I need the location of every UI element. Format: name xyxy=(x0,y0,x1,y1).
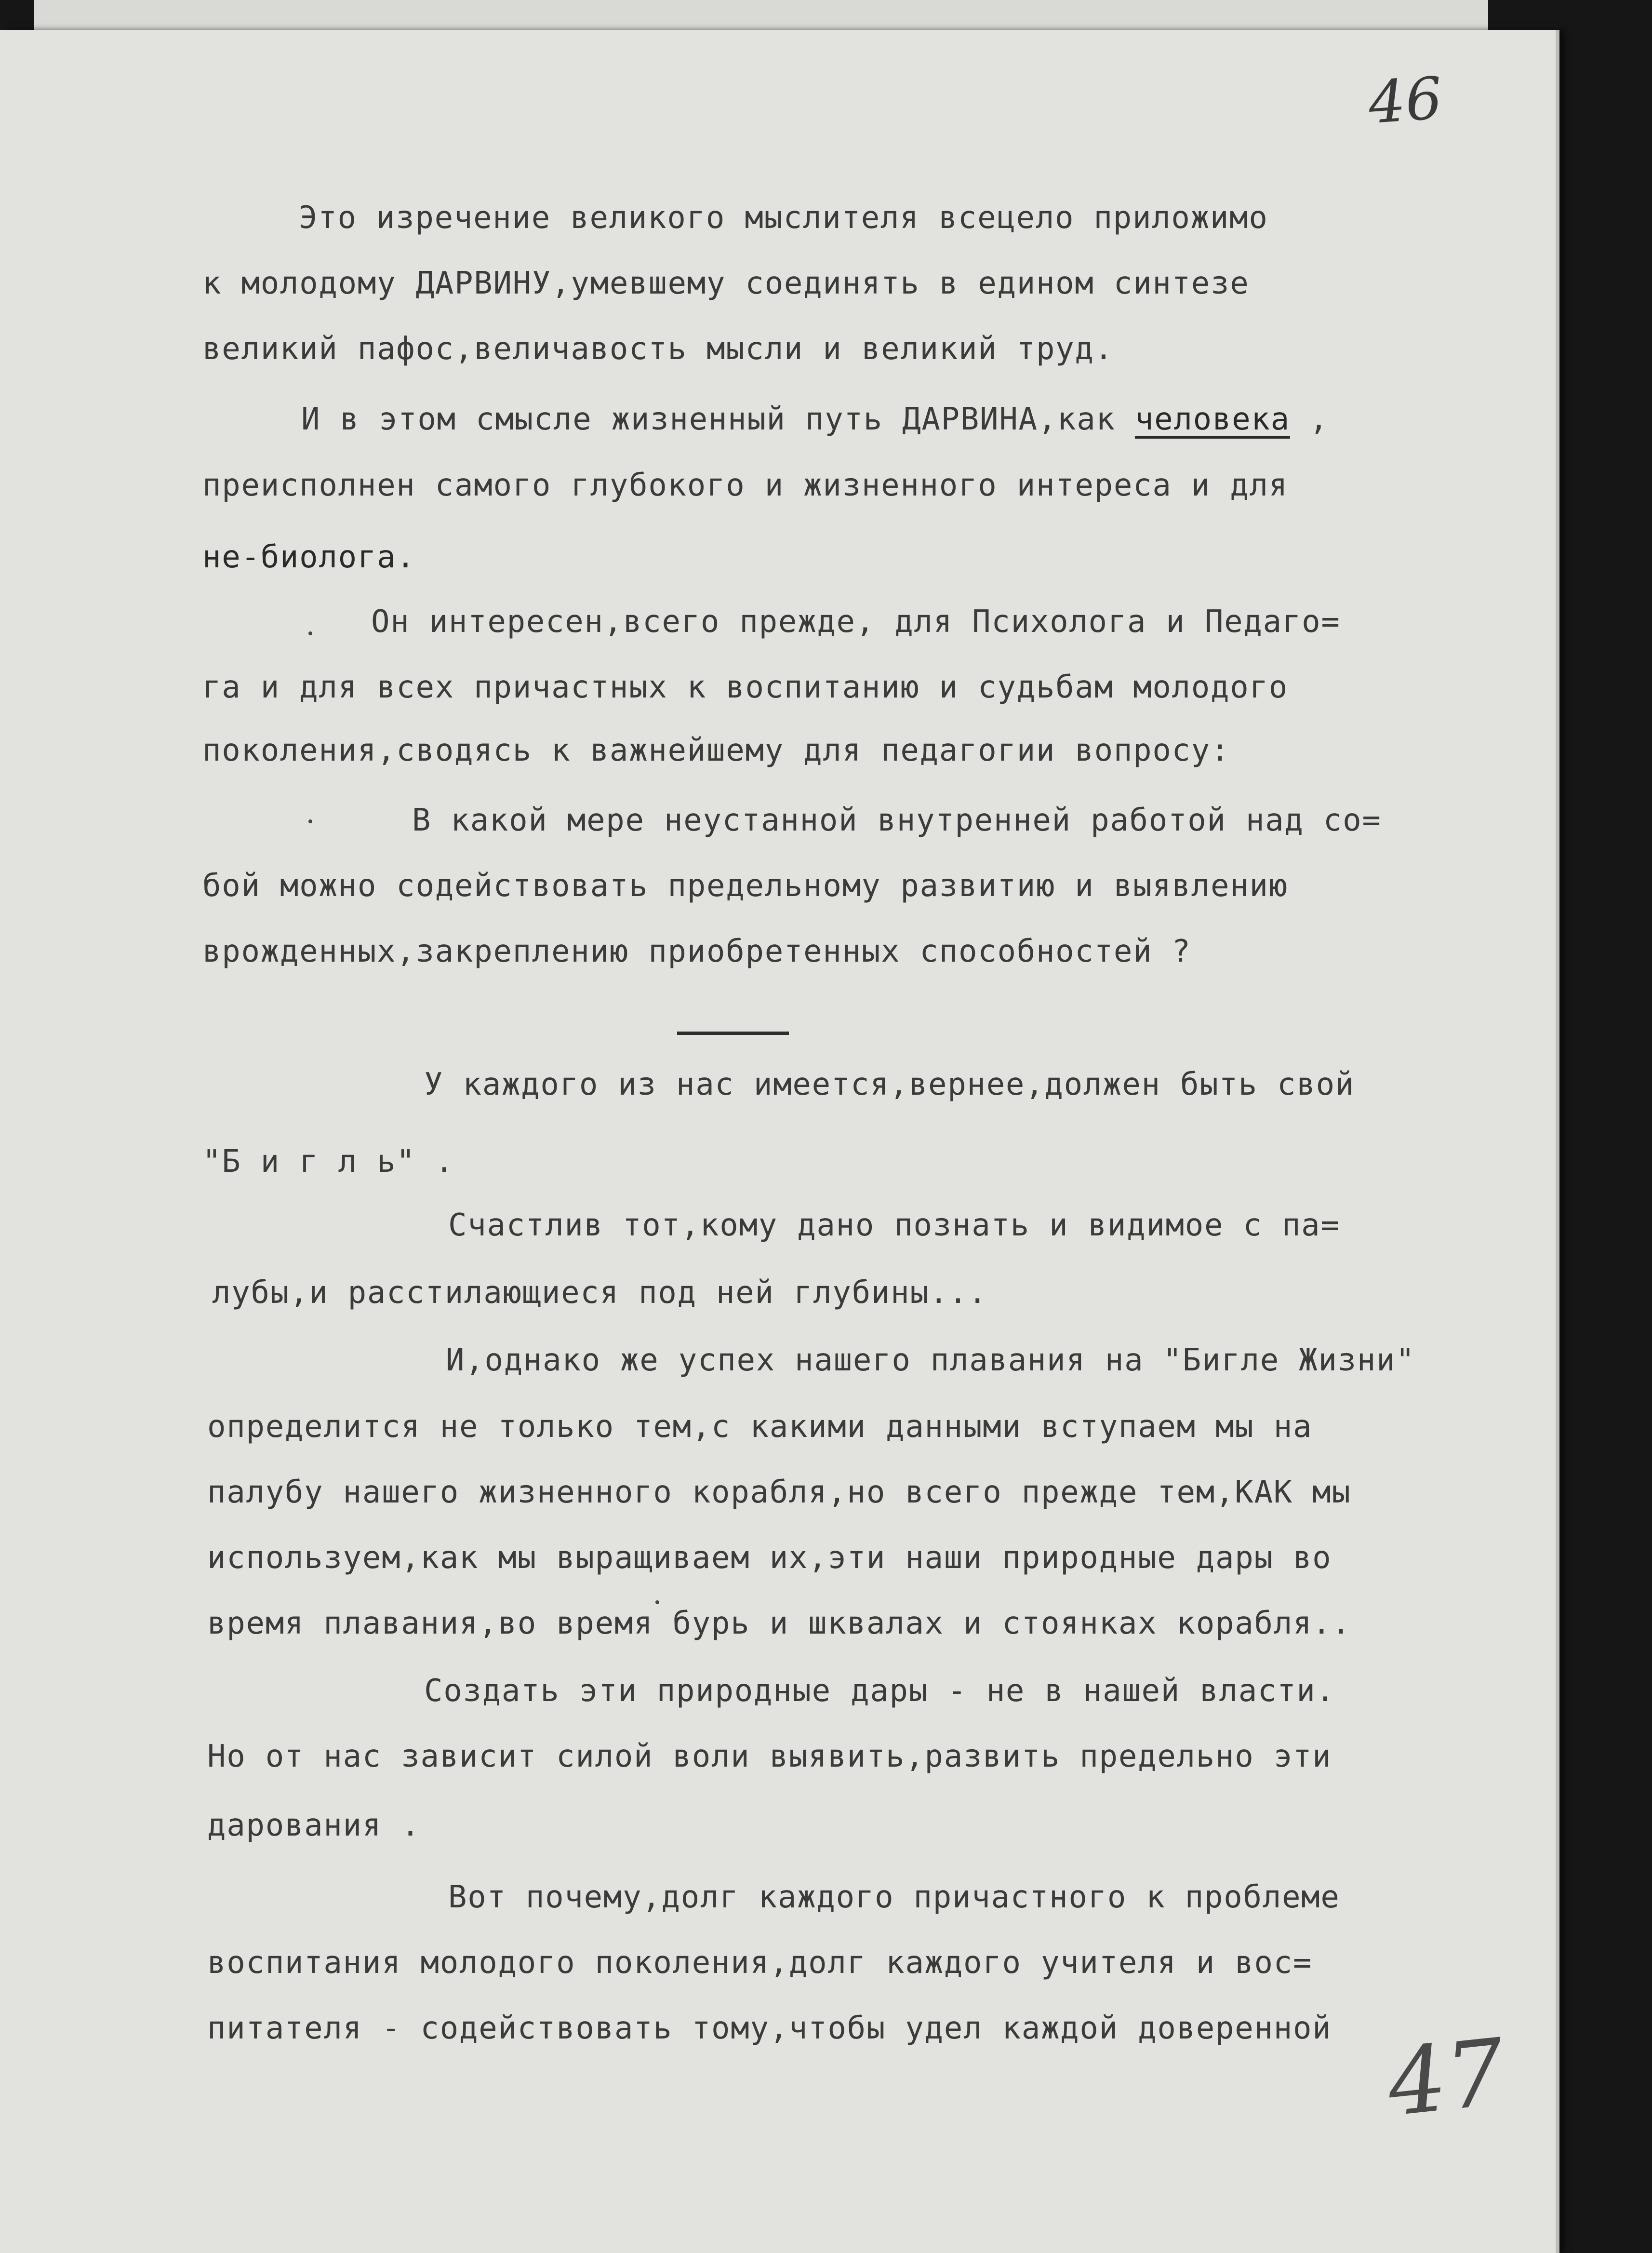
underlined-word: человека xyxy=(1134,402,1290,437)
text-line: га и для всех причастных к воспитанию и судьбам молодого xyxy=(202,670,1288,705)
text-line: У каждого из нас имеется,вернее,должен быть свой xyxy=(424,1067,1355,1102)
paper-speck xyxy=(308,819,312,823)
handwritten-folio-number: 47 xyxy=(1383,2018,1510,2137)
text-line: И,однако же успех нашего плавания на "Бигле Жизни" xyxy=(446,1342,1415,1378)
text-line: не-биолога. xyxy=(202,539,416,575)
text-line: к молодому ДАРВИНУ,умевшему соединять в едином синтезе xyxy=(202,266,1250,301)
text-line: Вот почему,долг каждого причастного к проблеме xyxy=(448,1879,1340,1915)
text-line: используем,как мы выращиваем их,эти наши природные дары во xyxy=(207,1540,1332,1576)
text-line: питателя - содействовать тому,чтобы удел каждой доверенной xyxy=(207,2011,1332,2046)
text-line: определится не только тем,с какими данными вступаем мы на xyxy=(207,1409,1313,1445)
text-fragment: И в этом смысле жизненный путь ДАРВИНА,как xyxy=(301,402,1135,437)
text-line: лубы,и расстилающиеся под ней глубины... xyxy=(212,1275,988,1311)
text-line: воспитания молодого поколения,долг каждого учителя и вос= xyxy=(207,1945,1313,1981)
text-line: палубу нашего жизненного корабля,но всего прежде тем,КАК мы xyxy=(207,1475,1351,1510)
text-line: время плавания,во время бурь и шквалах и стоянках корабля.. xyxy=(207,1606,1351,1641)
text-line: Создать эти природные дары - не в нашей власти. xyxy=(424,1673,1335,1709)
text-line: бой можно содействовать предельному развитию и выявлению xyxy=(202,868,1288,904)
text-line: врожденных,закреплению приобретенных способностей ? xyxy=(202,934,1191,969)
section-divider xyxy=(677,1032,789,1035)
text-line xyxy=(301,404,1329,435)
text-line: дарования . xyxy=(207,1808,421,1843)
text-line: "Б и г л ь" . xyxy=(202,1144,455,1180)
text-fragment: , xyxy=(1290,402,1329,437)
text-line: поколения,сводясь к важнейшему для педагогии вопросу: xyxy=(202,733,1230,768)
paper-speck xyxy=(308,631,312,635)
text-line: Это изречение великого мыслителя всецело приложимо xyxy=(299,200,1268,236)
paper-speck xyxy=(655,1600,659,1604)
text-line: Он интересен,всего прежде, для Психолога и Педаго= xyxy=(371,604,1341,640)
text-line: В какой мере неустанной внутренней работой над со= xyxy=(412,803,1382,838)
handwritten-page-number: 46 xyxy=(1366,65,1445,137)
text-line: Счастлив тот,кому дано познать и видимое с па= xyxy=(448,1207,1340,1243)
text-line: Но от нас зависит силой воли выявить,развить предельно эти xyxy=(207,1739,1332,1774)
text-line: преисполнен самого глубокого и жизненного интереса и для xyxy=(202,468,1288,503)
text-line: великий пафос,величавость мысли и великий труд. xyxy=(202,331,1114,367)
